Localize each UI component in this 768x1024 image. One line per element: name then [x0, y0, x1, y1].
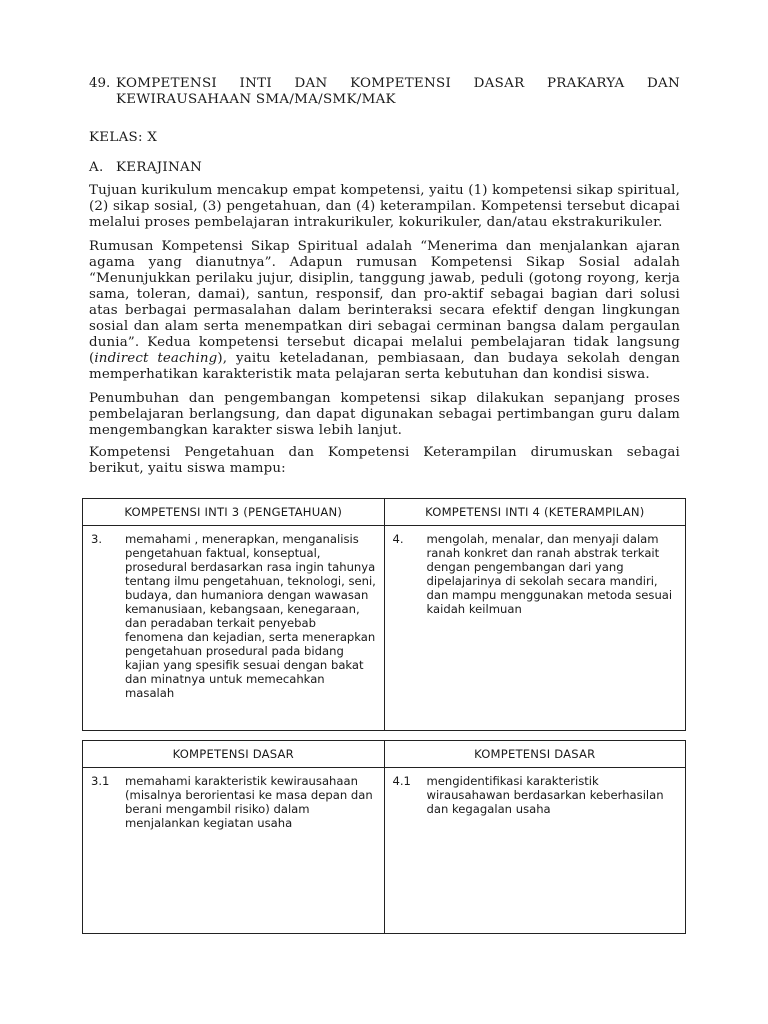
ki3-number: 3. [91, 532, 103, 546]
paragraph-kompetensi: Kompetensi Pengetahuan dan Kompetensi Keterampilan dirumuskan sebagai berikut, yaitu siswa mampu: [89, 445, 680, 476]
ki3-cell [83, 526, 385, 731]
ki4-number: 4. [392, 532, 404, 546]
kd31-number: 3.1 [91, 774, 110, 788]
kompetensi-dasar-table [82, 740, 686, 934]
heading-number: 49. [89, 76, 111, 91]
kd41-cell [384, 768, 686, 934]
document-body [89, 76, 680, 477]
ki4-text: mengolah, menalar, dan menyaji dalam ranah konkret dan ranah abstrak terkait dengan pengembangan dari yang dipelajarinya di sekolah secara mandiri, dan mampu menggunakan metoda sesuai kaidah keilmuan [426, 532, 673, 616]
table-header-row [83, 741, 686, 768]
paragraph-rumusan [89, 239, 680, 383]
section-letter: A. [89, 160, 104, 175]
header-kd-left: KOMPETENSI DASAR [83, 741, 385, 768]
paragraph-rumusan-part1: Rumusan Kompetensi Sikap Spiritual adalah “Menerima dan menjalankan ajaran agama yang dianutnya”. Adapun rumusan Kompetensi Sikap Sosial adalah “Menunjukkan perilaku jujur, disiplin, tanggung jawab, peduli (gotong royong, kerja sama, toleran, damai), santun, responsif, dan pro-aktif sebagai bagian dari solusi atas berbagai permasalahan dalam berinteraksi secara efektif dengan lingkungan sosial dan alam serta menempatkan diri sebagai cerminan bangsa dalam pergaulan dunia”. Kedua kompetensi tersebut dicapai melalui pembelajaran tidak langsung ( [89, 239, 680, 366]
table-row [83, 768, 686, 934]
ki4-cell [384, 526, 686, 731]
kd41-text: mengidentifikasi karakteristik wirausahawan berdasarkan keberhasilan dan kegagalan usaha [426, 774, 664, 816]
paragraph-penumbuhan: Penumbuhan dan pengembangan kompetensi sikap dilakukan sepanjang proses pembelajaran berlangsung, dan dapat digunakan sebagai pertimbangan guru dalam mengembangkan karakter siswa lebih lanjut. [89, 391, 680, 438]
kd31-cell [83, 768, 385, 934]
kelas-label: KELAS: X [89, 130, 158, 145]
paragraph-rumusan-part2: ), yaitu keteladanan, pembiasaan, dan budaya sekolah dengan memperhatikan karakteristik mata pelajaran serta kebutuhan dan kondisi siswa. [89, 351, 681, 382]
section-heading [89, 160, 680, 176]
header-ki3: KOMPETENSI INTI 3 (PENGETAHUAN) [83, 499, 385, 526]
table-row [83, 526, 686, 731]
kompetensi-inti-table [82, 498, 686, 731]
kd41-number: 4.1 [392, 774, 411, 788]
kd31-text: memahami karakteristik kewirausahaan (misalnya berorientasi ke masa depan dan berani mengambil risiko) dalam menjalankan kegiatan usaha [125, 774, 373, 830]
header-ki4: KOMPETENSI INTI 4 (KETERAMPILAN) [384, 499, 686, 526]
paragraph-tujuan: Tujuan kurikulum mencakup empat kompetensi, yaitu (1) kompetensi sikap spiritual, (2) sikap sosial, (3) pengetahuan, dan (4) keterampilan. Kompetensi tersebut dicapai melalui proses pembelajaran intrakurikuler, kokurikuler, dan/atau ekstrakurikuler. [89, 183, 680, 230]
table-header-row [83, 499, 686, 526]
header-kd-right: KOMPETENSI DASAR [384, 741, 686, 768]
document-heading [89, 76, 680, 108]
heading-title: KOMPETENSI INTI DAN KOMPETENSI DASAR PRAKARYA DAN KEWIRAUSAHAAN SMA/MA/SMK/MAK [116, 76, 680, 107]
ki3-text: memahami , menerapkan, menganalisis pengetahuan faktual, konseptual, prosedural berdasarkan rasa ingin tahunya tentang ilmu pengetahuan, teknologi, seni, budaya, dan humaniora dengan wawasan kemanusiaan, kebangsaan, kenegaraan, dan peradaban terkait penyebab fenomena dan kejadian, serta menerapkan pengetahuan prosedural pada bidang kajian yang spesifik sesuai dengan bakat dan minatnya untuk memecahkan masalah [125, 532, 376, 700]
section-title: KERAJINAN [116, 160, 202, 175]
paragraph-rumusan-italic: indirect teaching [94, 351, 218, 366]
